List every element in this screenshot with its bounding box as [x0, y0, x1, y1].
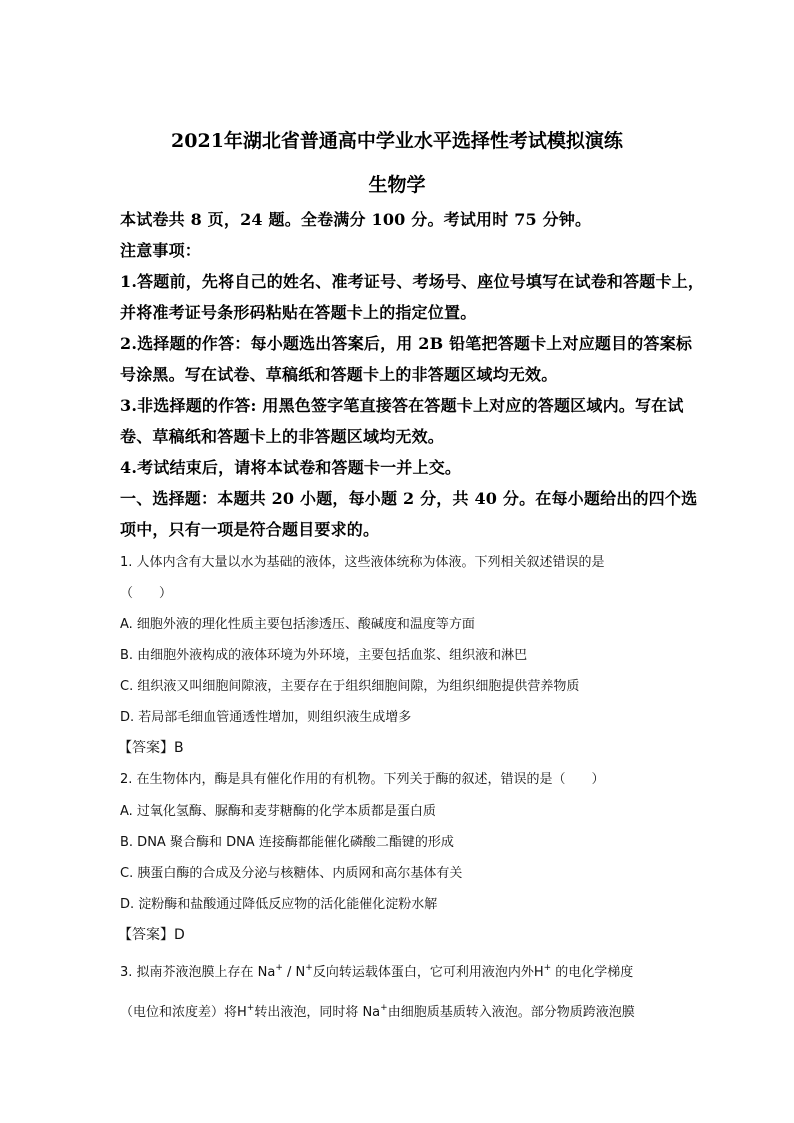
note-3-line-1: 3.非选择题的作答: 用黑色签字笔直接答在答题卡上对应的答题区域内。写在试	[120, 396, 684, 415]
q3-line2-text-2: 转出液泡，同时将 Na	[254, 1005, 381, 1020]
exam-summary: 本试卷共 8 页，24 题。全卷满分 100 分。考试用时 75 分钟。	[120, 210, 592, 229]
q3-line1-text-1: 3. 拟南芥液泡膜上存在 Na	[120, 965, 276, 980]
q1-option-d: D. 若局部毛细血管通透性增加，则组织液生成增多	[120, 710, 412, 725]
section-heading-line-1: 一、选择题：本题共 20 小题，每小题 2 分，共 40 分。在每小题给出的四个选	[120, 489, 698, 508]
exam-subtitle: 生物学	[368, 174, 426, 196]
q2-option-d: D. 淀粉酶和盐酸通过降低反应物的活化能催化淀粉水解	[120, 897, 438, 912]
notes-label: 注意事项：	[120, 241, 202, 260]
q3-line2-sup-1: +	[246, 1002, 255, 1013]
note-4: 4.考试结束后，请将本试卷和答题卡一并上交。	[120, 458, 462, 477]
note-1-line-2: 并将准考证号条形码粘贴在答题卡上的指定位置。	[120, 303, 477, 322]
section-heading-line-2: 项中，只有一项是符合题目要求的。	[120, 520, 380, 539]
q3-stem-line-1	[120, 961, 633, 980]
q1-option-c: C. 组织液又叫细胞间隙液，主要存在于组织细胞间隙，为组织细胞提供营养物质	[120, 679, 580, 694]
q1-option-a: A. 细胞外液的理化性质主要包括渗透压、酸碱度和温度等方面	[120, 617, 475, 632]
note-2-line-2: 号涂黑。写在试卷、草稿纸和答题卡上的非答题区域均无效。	[120, 365, 558, 384]
q3-line1-sup-1: +	[275, 962, 283, 973]
q3-line1-sup-3: +	[543, 962, 552, 973]
q3-line1-text-2: / N	[282, 965, 306, 980]
q1-option-b: B. 由细胞外液构成的液体环境为外环境，主要包括血浆、组织液和淋巴	[120, 648, 528, 663]
q1-answer: 【答案】B	[118, 740, 184, 756]
q3-line2-sup-2: +	[380, 1002, 388, 1013]
q3-line1-text-4: 的电化学梯度	[551, 965, 634, 980]
q2-option-a: A. 过氧化氢酶、脲酶和麦芽糖酶的化学本质都是蛋白质	[120, 804, 436, 819]
q2-stem: 2. 在生物体内，酶是具有催化作用的有机物。下列关于酶的叙述，错误的是（ ）	[120, 772, 605, 787]
q2-answer: 【答案】D	[118, 927, 185, 943]
q3-line2-text-3: 由细胞质基质转入液泡。部分物质跨液泡膜	[387, 1005, 635, 1020]
note-2-line-1: 2.选择题的作答：每小题选出答案后，用 2B 铅笔把答题卡上对应题目的答案标	[120, 334, 693, 353]
q2-option-c: C. 胰蛋白酶的合成及分泌与核糖体、内质网和高尔基体有关	[120, 866, 463, 881]
q3-line1-sup-2: +	[305, 962, 313, 973]
q3-line2-text-1: （电位和浓度差）将H	[120, 1005, 247, 1020]
q2-option-b: B. DNA 聚合酶和 DNA 连接酶都能催化磷酸二酯键的形成	[120, 835, 454, 850]
q1-stem-line-2: （ ）	[120, 586, 173, 601]
q1-stem-line-1: 1. 人体内含有大量以水为基础的液体，这些液体统称为体液。下列相关叙述错误的是	[120, 555, 605, 570]
exam-title: 2021年湖北省普通高中学业水平选择性考试模拟演练	[171, 130, 623, 152]
note-1-line-1: 1.答题前，先将自己的姓名、准考证号、考场号、座位号填写在试卷和答题卡上，	[120, 272, 705, 291]
q3-stem-line-2	[120, 1001, 635, 1020]
q3-line1-text-3: 反向转运载体蛋白，它可利用液泡内外H	[312, 965, 544, 980]
note-3-line-2: 卷、草稿纸和答题卡上的非答题区域均无效。	[120, 427, 445, 446]
